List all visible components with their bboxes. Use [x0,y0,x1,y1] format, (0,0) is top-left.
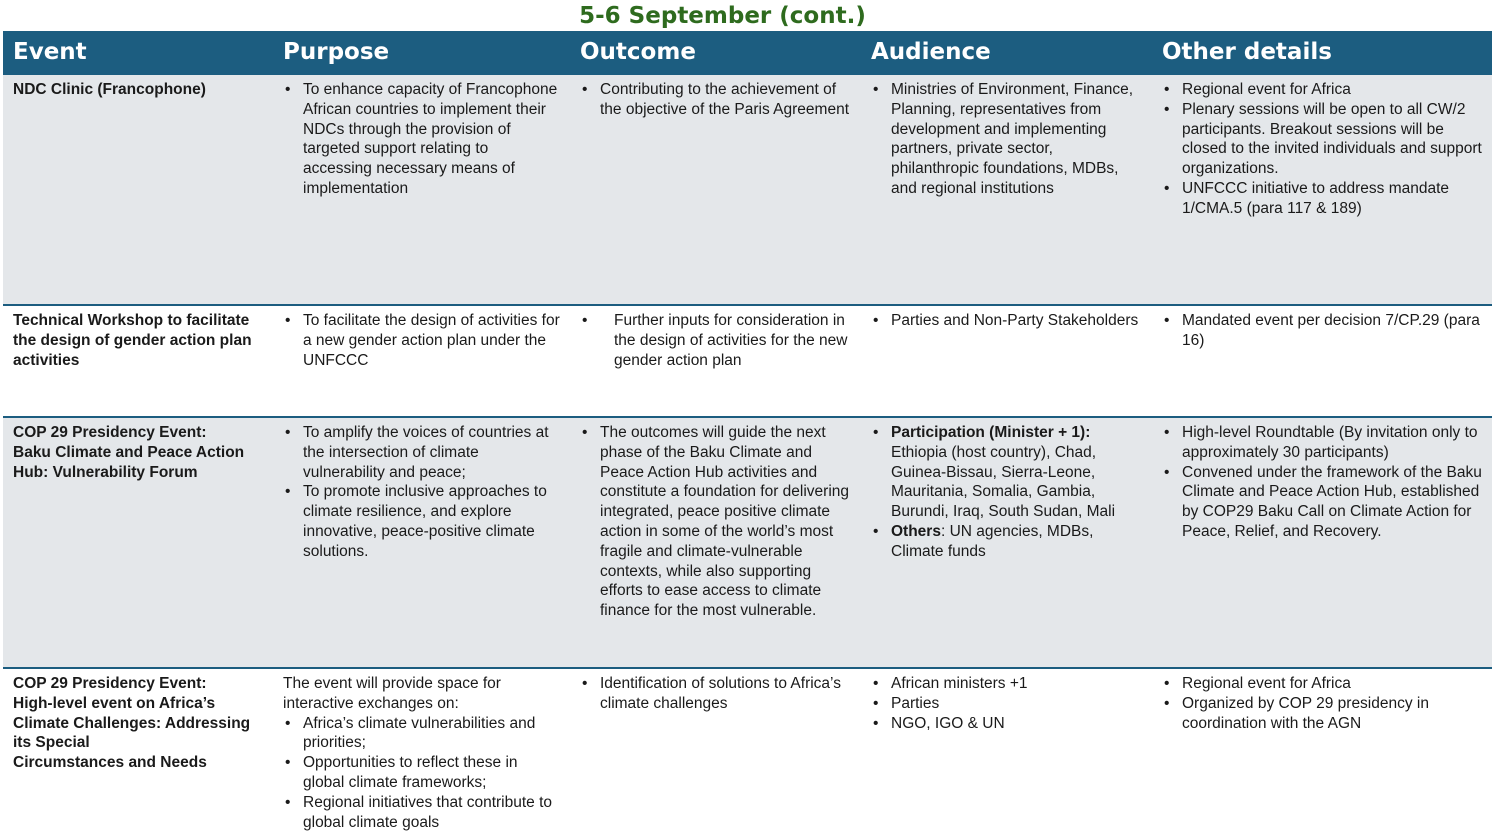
list-item: • To facilitate the design of activities for a new gender action plan under the UNFCCC [283,311,560,370]
table-row [3,74,1492,305]
event-cell [3,668,273,838]
other-details-cell [1152,668,1492,838]
list-item: • Mandated event per decision 7/CP.29 (para 16) [1162,311,1482,351]
table-header-row [3,31,1492,74]
header-other-details: Other details [1152,31,1492,74]
list-item: • Identification of solutions to Africa’s climate challenges [580,674,851,714]
list-item: • To enhance capacity of Francophone African countries to implement their NDCs through the provision of targeted support relating to accessing necessary means of implementation [283,80,560,199]
list-item: • Plenary sessions will be open to all CW/2 participants. Breakout sessions will be closed to the invited individuals and support organizations. [1162,100,1482,179]
audience-cell [861,305,1152,417]
outcome-cell [570,305,861,417]
purpose-cell [273,305,570,417]
list-item [871,522,1142,562]
list-item: • UNFCCC initiative to address mandate 1/CMA.5 (para 117 & 189) [1162,179,1482,219]
other-details-cell [1152,305,1492,417]
event-name-line: COP 29 Presidency Event: [13,424,207,441]
list-item: • African ministers +1 [871,674,1142,694]
other-details-cell [1152,417,1492,668]
audience-text: Ethiopia (host country), Chad, Guinea-Bissau, Sierra-Leone, Mauritania, Somalia, Gambia, Burundi, Iraq, South Sudan, Mali [891,443,1116,521]
header-event: Event [3,31,273,74]
event-name: NDC Clinic (Francophone) [13,81,206,98]
audience-label: Others [891,522,941,540]
event-cell [3,74,273,305]
list-item [871,423,1142,522]
list-item: • Parties [871,694,1142,714]
audience-text: : UN agencies, MDBs, Climate funds [891,522,1094,560]
outcome-cell [570,668,861,838]
list-item: • To amplify the voices of countries at the intersection of climate vulnerability and peace; [283,423,560,482]
list-item: • Convened under the framework of the Baku Climate and Peace Action Hub, established by COP29 Baku Call on Climate Action for Peace, Relief, and Recovery. [1162,463,1482,542]
event-name-line: Baku Climate and Peace Action Hub: Vulnerability Forum [13,443,245,481]
purpose-cell [273,417,570,668]
event-cell [3,417,273,668]
list-item: • Regional event for Africa [1162,80,1482,100]
outcome-cell [570,417,861,668]
event-name-line: High-level event on Africa’s Climate Challenges: Addressing its Special [13,694,251,752]
table-row [3,417,1492,668]
purpose-intro: The event will provide space for interactive exchanges on: [283,675,501,712]
list-item: • Opportunities to reflect these in global climate frameworks; [283,753,560,793]
audience-cell [861,417,1152,668]
list-item: • To promote inclusive approaches to climate resilience, and explore innovative, peace-positive climate solutions. [283,482,560,561]
list-item: • Regional event for Africa [1162,674,1482,694]
list-item: • The outcomes will guide the next phase of the Baku Climate and Peace Action Hub activities and constitute a foundation for delivering integrated, peace positive climate action in some of the world’s most fragile and climate-vulnerable contexts, while also supporting efforts to ease access to climate finance for the most vulnerable. [580,423,851,621]
header-outcome: Outcome [570,31,861,74]
table-row [3,305,1492,417]
purpose-cell [273,668,570,838]
list-item: • NGO, IGO & UN [871,714,1142,734]
header-purpose: Purpose [273,31,570,74]
outcome-cell [570,74,861,305]
audience-label: Participation (Minister + 1): [891,424,1091,441]
list-item: • Organized by COP 29 presidency in coordination with the AGN [1162,694,1482,734]
list-item: • Ministries of Environment, Finance, Planning, representatives from development and implementing partners, private sector, philanthropic foundations, MDBs, and regional institutions [871,80,1142,199]
header-audience: Audience [861,31,1152,74]
other-details-cell [1152,74,1492,305]
audience-cell [861,74,1152,305]
event-name-line: Circumstances and Needs [13,754,207,772]
events-table [3,31,1492,838]
event-name-line: COP 29 Presidency Event: [13,675,207,692]
table-row [3,668,1492,838]
list-item: • Further inputs for consideration in the design of activities for the new gender action plan [580,311,851,370]
event-cell [3,305,273,417]
list-item: • Regional initiatives that contribute to global climate goals [283,793,560,833]
list-item: • Africa’s climate vulnerabilities and priorities; [283,714,560,754]
purpose-cell [273,74,570,305]
event-name: Technical Workshop to facilitate the design of gender action plan activities [13,312,252,369]
list-item: • Parties and Non-Party Stakeholders [871,311,1142,331]
page-title: 5-6 September (cont.) [579,3,866,29]
list-item: • Contributing to the achievement of the objective of the Paris Agreement [580,80,851,120]
list-item: • High-level Roundtable (By invitation only to approximately 30 participants) [1162,423,1482,463]
audience-cell [861,668,1152,838]
